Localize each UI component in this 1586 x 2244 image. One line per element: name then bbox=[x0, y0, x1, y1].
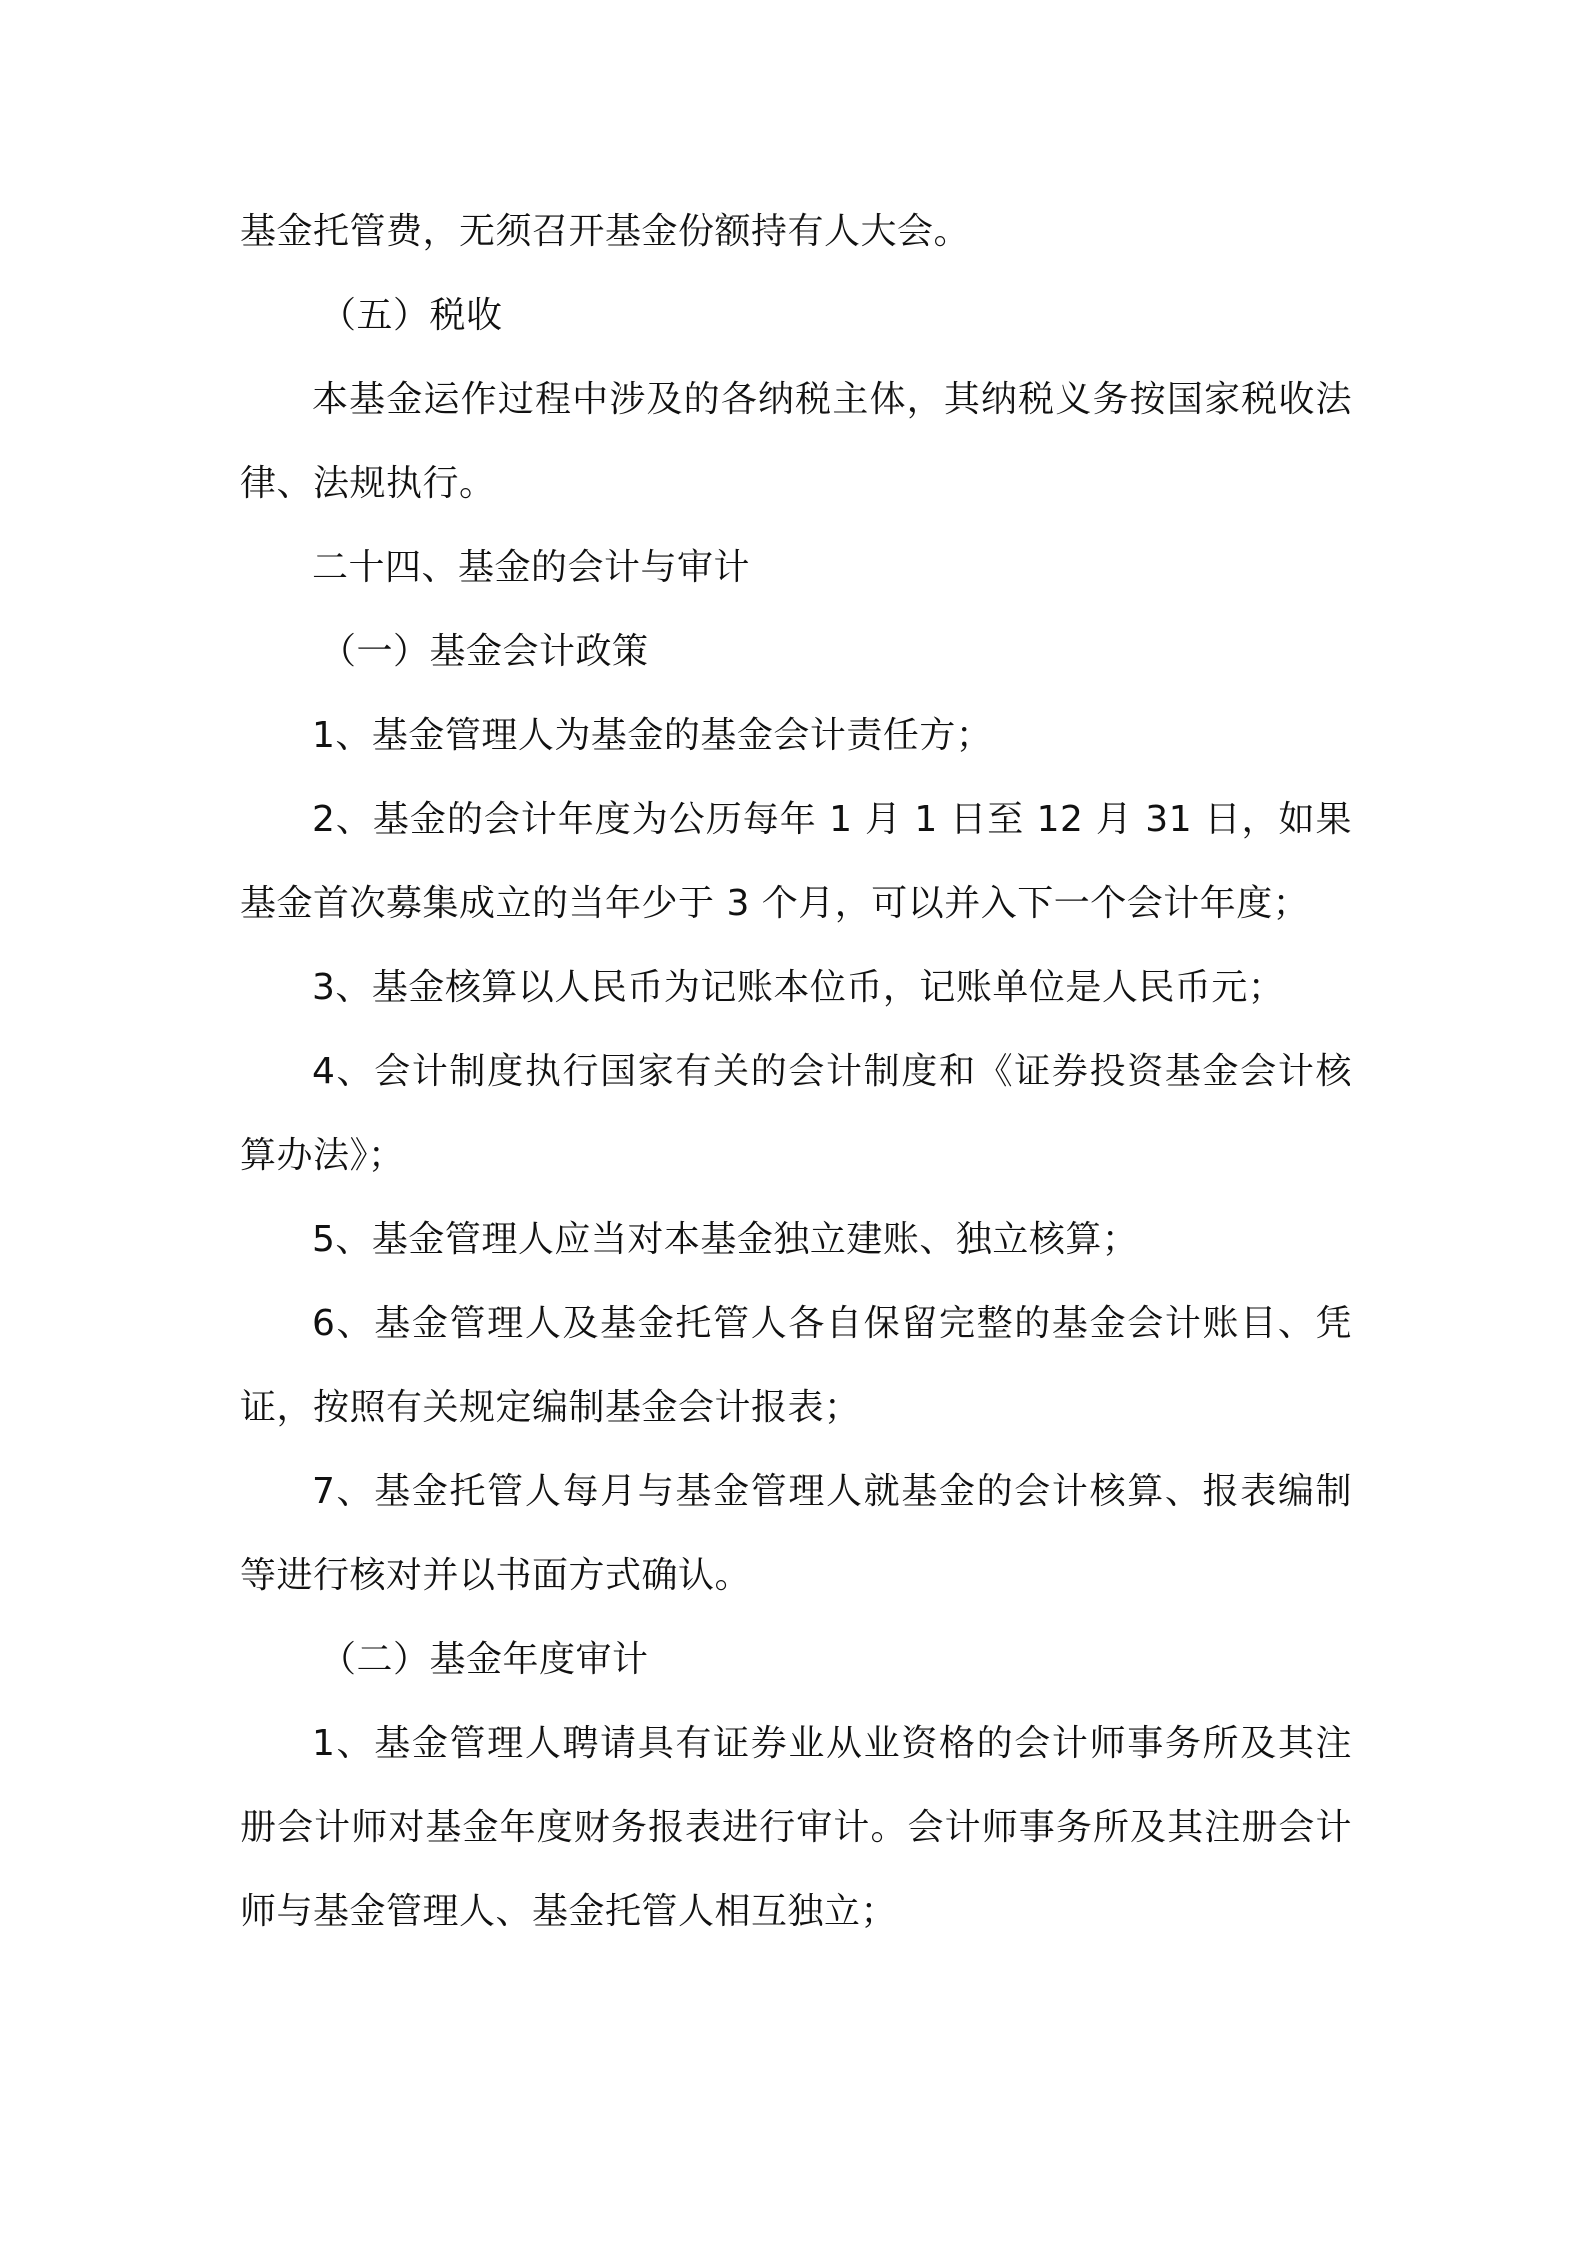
list-item: 1、基金管理人为基金的基金会计责任方； bbox=[312, 715, 993, 756]
list-item: 6、基金管理人及基金托管人各自保留完整的基金会计账目、凭证，按照有关规定编制基金会计报表； bbox=[240, 1303, 1352, 1428]
subheading-annual-audit: （二）基金年度审计 bbox=[320, 1639, 649, 1680]
paragraph-tax: 本基金运作过程中涉及的各纳税主体，其纳税义务按国家税收法律、法规执行。 bbox=[240, 379, 1352, 504]
list-item: 2、基金的会计年度为公历每年 1 月 1 日至 12 月 31 日，如果基金首次募集成立的当年少于 3 个月，可以并入下一个会计年度； bbox=[240, 799, 1352, 924]
subheading-accounting-policy: （一）基金会计政策 bbox=[320, 631, 649, 672]
list-item: 7、基金托管人每月与基金管理人就基金的会计核算、报表编制等进行核对并以书面方式确认。 bbox=[240, 1471, 1352, 1596]
section-heading-accounting-audit: 二十四、基金的会计与审计 bbox=[312, 547, 751, 588]
subheading-tax: （五）税收 bbox=[320, 295, 503, 336]
list-item: 3、基金核算以人民币为记账本位币，记账单位是人民币元； bbox=[312, 967, 1285, 1008]
document-body bbox=[240, 190, 1352, 1954]
paragraph-fee-continuation: 基金托管费，无须召开基金份额持有人大会。 bbox=[240, 211, 971, 252]
list-item: 1、基金管理人聘请具有证券业从业资格的会计师事务所及其注册会计师对基金年度财务报表进行审计。会计师事务所及其注册会计师与基金管理人、基金托管人相互独立； bbox=[240, 1723, 1352, 1932]
list-item: 4、会计制度执行国家有关的会计制度和《证券投资基金会计核算办法》； bbox=[240, 1051, 1352, 1176]
list-item: 5、基金管理人应当对本基金独立建账、独立核算； bbox=[312, 1219, 1139, 1260]
